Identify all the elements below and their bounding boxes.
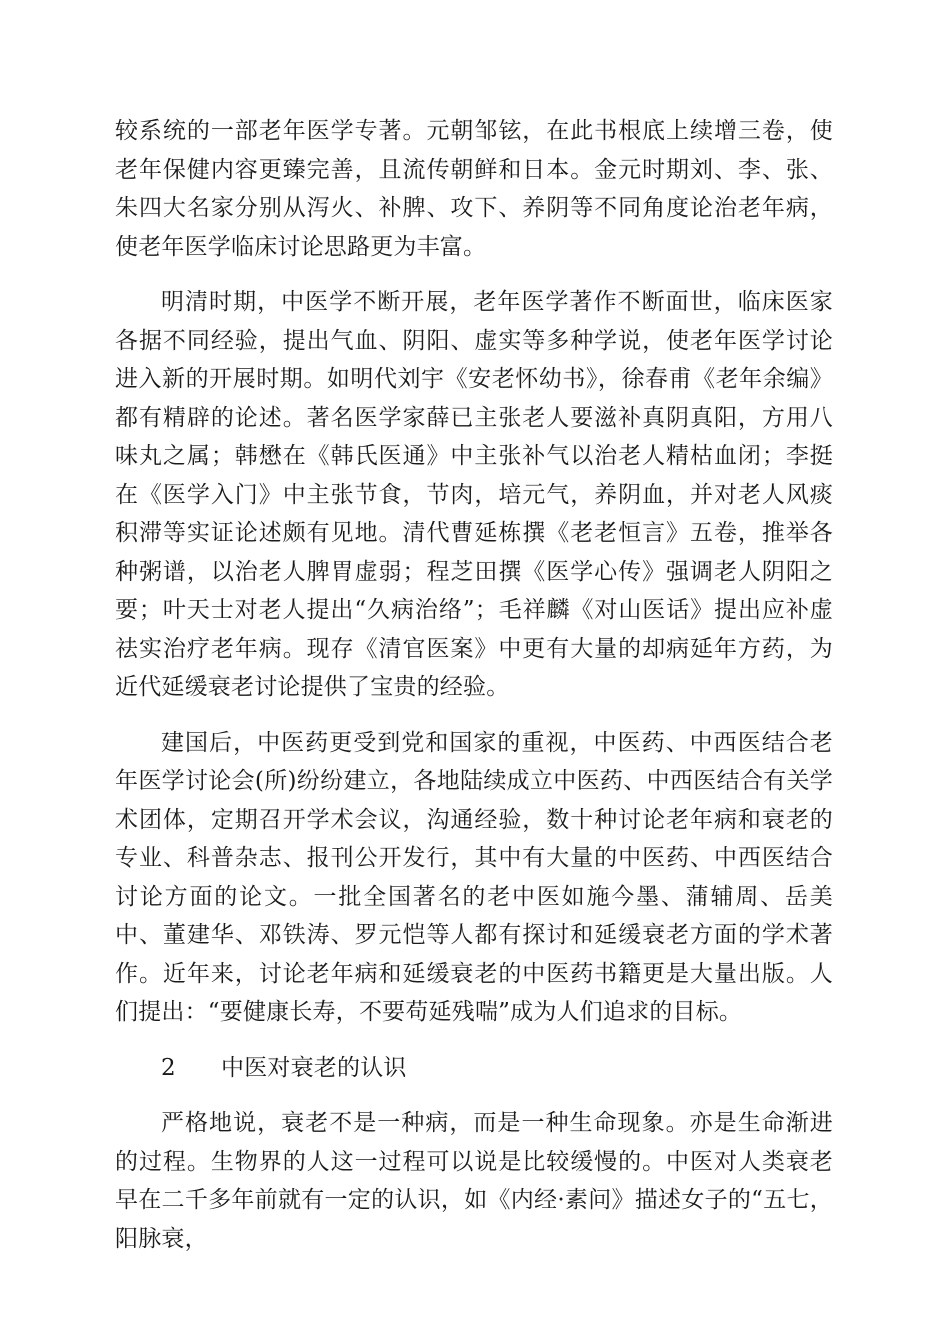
section-title: 中医对衰老的认识 xyxy=(221,1054,407,1081)
section-heading xyxy=(115,1049,833,1088)
paragraph-aging-understanding: 严格地说，衰老不是一种病，而是一种生命现象。亦是生命渐进的过程。生物界的人这一过程可以说是比较缓慢的。中医对人类衰老早在二千多年前就有一定的认识，如《内经·素问》描述女子的“五七，阳脉衰， xyxy=(115,1110,833,1252)
document-page xyxy=(115,112,833,1258)
paragraph-post-founding: 建国后，中医药更受到党和国家的重视，中医药、中西医结合老年医学讨论会(所)纷纷建立，各地陆续成立中医药、中西医结合有关学术团体，定期召开学术会议，沟通经验，数十种讨论老年病和衰老的专业、科普杂志、报刊公开发行，其中有大量的中医药、中西医结合讨论方面的论文。一批全国著名的老中医如施今墨、蒲辅周、岳美中、董建华、邓铁涛、罗元恺等人都有探讨和延缓衰老方面的学术著作。近年来，讨论老年病和延缓衰老的中医药书籍更是大量出版。人们提出：“要健康长寿，不要苟延残喘”成为人们追求的目标。 xyxy=(115,729,833,1025)
paragraph-ming-qing: 明清时期，中医学不断开展，老年医学著作不断面世，临床医家各据不同经验，提出气血、阴阳、虚实等多种学说，使老年医学讨论进入新的开展时期。如明代刘宇《安老怀幼书》，徐春甫《老年余编》都有精辟的论述。著名医学家薛已主张老人要滋补真阴真阳，方用八味丸之属；韩懋在《韩氏医通》中主张补气以治老人精枯血闭；李挺在《医学入门》中主张节食，节肉，培元气，养阴血，并对老人风痰积滞等实证论述颇有见地。清代曹延栋撰《老老恒言》五卷，推举各种粥谱，以治老人脾胃虚弱；程芝田撰《医学心传》强调老人阴阳之要；叶天士对老人提出“久病治络”；毛祥麟《对山医话》提出应补虚祛实治疗老年病。现存《清官医案》中更有大量的却病延年方药，为近代延缓衰老讨论提供了宝贵的经验。 xyxy=(115,289,833,700)
section-number: 2 xyxy=(161,1054,176,1081)
paragraph-continuation: 较系统的一部老年医学专著。元朝邹铉，在此书根底上续增三卷，使老年保健内容更臻完善，且流传朝鲜和日本。金元时期刘、李、张、朱四大名家分别从泻火、补脾、攻下、养阴等不同角度论治老年病，使老年医学临床讨论思路更为丰富。 xyxy=(115,118,833,260)
